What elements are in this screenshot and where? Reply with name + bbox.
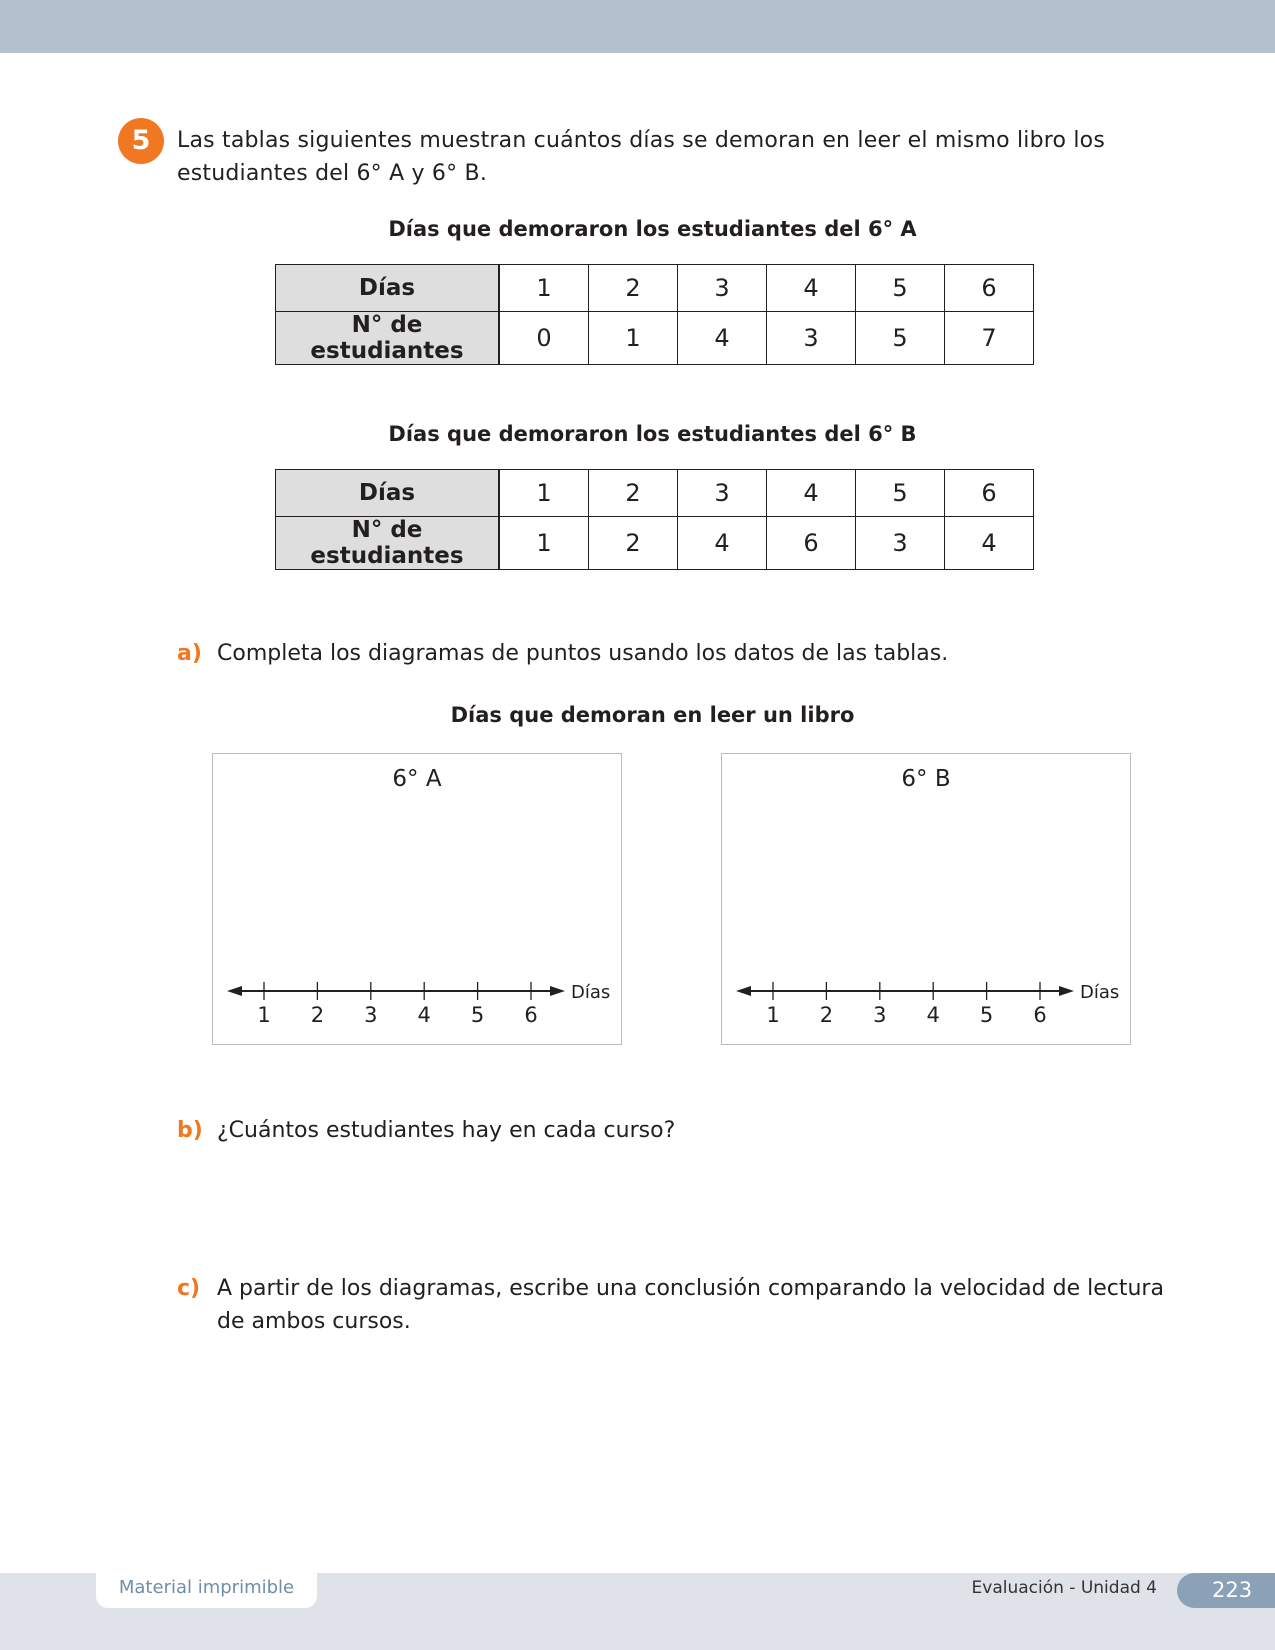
table-cell: 4 <box>678 517 767 570</box>
top-header-band <box>0 0 1275 53</box>
axis-arrow-right-icon <box>1059 986 1074 996</box>
table-cell: 0 <box>499 312 589 365</box>
table-6b <box>275 469 1034 570</box>
dot-plot-6b[interactable] <box>721 753 1131 1045</box>
table-a-title: Días que demoraron los estudiantes del 6° A <box>388 217 917 241</box>
item-letter: c) <box>177 1276 201 1301</box>
question-number-badge: 5 <box>118 118 164 164</box>
tick-label: 6 <box>524 1003 538 1027</box>
axis-label: Días <box>571 982 611 1003</box>
table-cell: 1 <box>589 312 678 365</box>
table-cell: 5 <box>856 265 945 312</box>
footer-section-label: Evaluación - Unidad 4 <box>971 1578 1157 1598</box>
table-cell: 3 <box>767 312 856 365</box>
item-letter: a) <box>177 641 202 666</box>
plot-title: 6° A <box>392 766 442 792</box>
chart-section-title: Días que demoran en leer un libro <box>450 703 855 727</box>
table-cell: 7 <box>945 312 1034 365</box>
item-c <box>177 1272 1187 1338</box>
axis-arrow-right-icon <box>550 986 565 996</box>
table-cell: 3 <box>678 470 767 517</box>
table-row-students <box>276 517 1034 570</box>
tick-label: 2 <box>819 1003 834 1027</box>
page-number: 223 <box>1177 1573 1275 1608</box>
tick-label: 1 <box>766 1003 780 1027</box>
table-cell: 4 <box>767 265 856 312</box>
item-a <box>177 637 948 670</box>
row-header: Días <box>276 470 500 517</box>
footer-tab-label: Material imprimible <box>96 1573 317 1608</box>
table-cell: 4 <box>945 517 1034 570</box>
table-cell: 6 <box>767 517 856 570</box>
dot-plot-6a[interactable] <box>212 753 622 1045</box>
table-row-students <box>276 312 1034 365</box>
number-line-svg <box>213 754 623 1046</box>
table-cell: 2 <box>589 517 678 570</box>
tick-label: 6 <box>1033 1003 1047 1027</box>
tick-label: 3 <box>873 1003 887 1027</box>
table-row-days <box>276 265 1034 312</box>
tick-label: 2 <box>310 1003 325 1027</box>
table-b-title: Días que demoraron los estudiantes del 6° B <box>388 422 917 446</box>
tick-label: 3 <box>364 1003 378 1027</box>
table-cell: 6 <box>945 265 1034 312</box>
tick-label: 1 <box>257 1003 271 1027</box>
table-cell: 2 <box>589 470 678 517</box>
item-letter: b) <box>177 1118 203 1143</box>
tick-label: 5 <box>979 1003 994 1027</box>
tick-label: 4 <box>417 1003 431 1027</box>
table-row-days <box>276 470 1034 517</box>
table-cell: 1 <box>499 470 589 517</box>
axis-arrow-left-icon <box>227 986 242 996</box>
table-cell: 5 <box>856 312 945 365</box>
number-line-svg <box>722 754 1132 1046</box>
table-cell: 2 <box>589 265 678 312</box>
axis-label: Días <box>1080 982 1120 1003</box>
table-cell: 3 <box>856 517 945 570</box>
tick-label: 4 <box>926 1003 940 1027</box>
row-header: N° de estudiantes <box>276 312 500 365</box>
row-header: Días <box>276 265 500 312</box>
table-cell: 1 <box>499 265 589 312</box>
table-cell: 4 <box>678 312 767 365</box>
table-6a <box>275 264 1034 365</box>
item-text: A partir de los diagramas, escribe una conclusión comparando la velocidad de lectura de ambos cursos. <box>217 1276 1164 1334</box>
plot-title: 6° B <box>901 766 951 792</box>
axis-arrow-left-icon <box>736 986 751 996</box>
question-text: Las tablas siguientes muestran cuántos días se demoran en leer el mismo libro los estudiantes del 6° A y 6° B. <box>177 128 1105 186</box>
row-header: N° de estudiantes <box>276 517 500 570</box>
table-cell: 3 <box>678 265 767 312</box>
item-b <box>177 1114 675 1147</box>
table-cell: 1 <box>499 517 589 570</box>
item-text: Completa los diagramas de puntos usando los datos de las tablas. <box>217 641 949 666</box>
tick-label: 5 <box>470 1003 485 1027</box>
item-text: ¿Cuántos estudiantes hay en cada curso? <box>217 1118 676 1143</box>
table-cell: 6 <box>945 470 1034 517</box>
table-cell: 4 <box>767 470 856 517</box>
table-cell: 5 <box>856 470 945 517</box>
